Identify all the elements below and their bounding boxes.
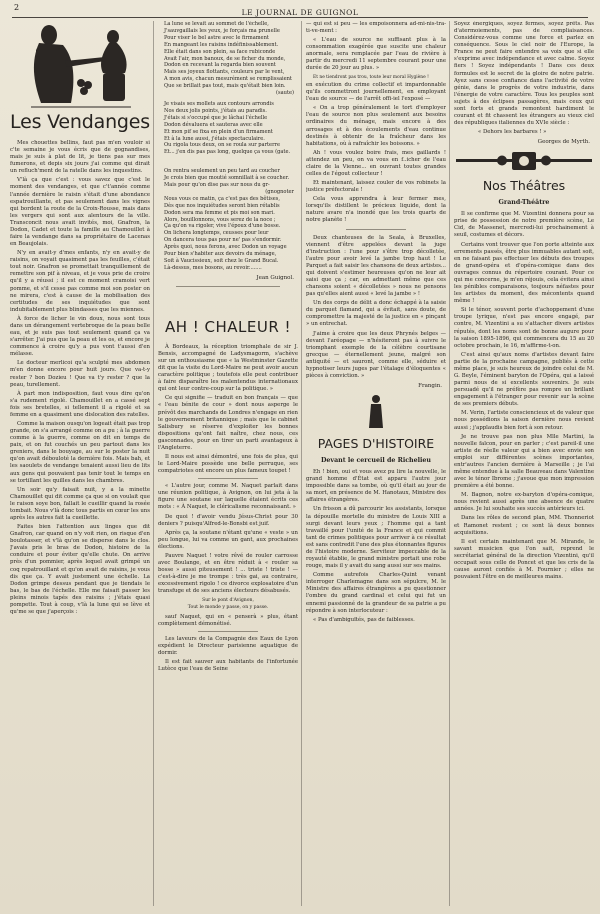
article-paragraph: V'là ça que c'est : vous savez que c'est le moment des vendanges, et que c't'année comme l'année dernière le raisin s'était d'une abondance espatrouillante, et pas seulement dans les vignes qui bordent la route de la Croix-Rousse, mais dans les vergers qui sont aux alentours de la ville. Transconcit nous avait invités, moi, Gnafron, la Dodon, Cadet et toute la famille au Chamouillet à faire la vendange dans sa propriétaire de Lacenas en Beaujolais. [10, 177, 150, 248]
poem-line: Et à la lune aussi, j'étais spectaculaire. [164, 135, 265, 142]
poem-line: Dodon en recevant la regarda bien souvent [164, 62, 276, 69]
article-paragraph: Un frisson a dû parcourir les assistants, lorsque la dépouille mortelle du ministre de Louis XIII a surgi devant leurs yeux ; l'homme qui a tant travaillé pour l'unité de la France et qui commit tant de crimes politiques pour arriver à ce résultat est sans contredit l'une des plus étonnantes figures de l'histoire moderne. Serviteur impeccable de la royauté établie, le grand ministre portait une robe rouge, mais il y avait du sang aussi sur ses mains. [306, 506, 446, 570]
article-paragraph: Et maintenant, laissez couler de vos robinets la justice préfectorale ! [306, 180, 446, 194]
poem-line: Dès que nos inquiétudes seront bien rétablis [164, 202, 280, 209]
poem-line: Nos deux jolis points, j'étais au paradis. [164, 107, 267, 114]
article-aside: Et ne tiendront pas trou, toute leur moral Hygiène ! [313, 74, 429, 80]
poem-line: Elle était dans son plein, sa face rubiconde [164, 48, 276, 55]
article-paragraph: Comme la maison ousqu'on logeait était pas trop grande, on s'a arrangé comme on a pu ; à la guerre comme à la guerre, comme on dit en temps de paix, et on fut couchés un peu partout dans les greniers, dans le bouyage, au sur le poster la nuit qu'on avait débouloté la dernière fois. Mais bah, et les saoulets de vendange tenaient aussi lieu de lits aux gens qui pouvaient pas tenir tout le temps en se tortillant les quilles dans les chambres. [10, 420, 150, 484]
poem-line: Avait l'air, mon banoux, de se ficher du monde, [164, 55, 286, 62]
article-paragraph: À Bordeaux, la réception triomphale de sir J. Bensis, accompagné de Ladysmagorm, s'achève sur un enthousiasme que « la Westminster Gazette dit que la visite du Lord-Maire ne peut avoir aucun caractère politique ; toutefois elle peut contribuer à faire disparaître les malentendus internationaux qui ont leur contre-coup sur la politique. » [158, 343, 298, 393]
page-header [12, 0, 588, 18]
poem-line: Dodon sera ma femme et pis moi son mari. [164, 209, 275, 216]
article-paragraph: sauf Naquet, qui en « penserà » plus, étant complètement démonétisé. [158, 613, 298, 627]
poem-line: Là-dessus, mes bosons, au revoir........ [164, 264, 262, 271]
column-2 [158, 21, 298, 906]
article-paragraph: Ce qui signifie — traduit en bon français — que « l'eau bénite de cour » dont nous asperge le prévôt des marchands de Londres n'engage en rien le gouvernement britannique ; mais que le cabinet Salisbury se réserve d'exploiter les bonnes dispositions qu'ont fait naître, chez nous, ces gasconnades, pour en tirer un parti avantageux à l'Angleterre. [158, 395, 298, 451]
section-title-pages-histoire: PAGES D'HISTOIRE [317, 436, 435, 452]
poem-line-continuation: (saute) [276, 90, 294, 97]
signature: Georges de Myrth. [537, 139, 590, 146]
article-paragraph: Mes chouettes bellins, faut pas m'en vouloir si c'te semaine je vous écris que de gognandises, mais je suis à plat de lit, je tiens pas sur mes fumerons, et depis six jours j'ai comme qui dirait un refluch'ment de la ratelle dans les inquestins. [10, 140, 150, 175]
column-rule [153, 21, 154, 906]
section-title-chaleur: AH ! CHALEUR ! [164, 317, 292, 336]
column-4 [454, 21, 594, 906]
article-paragraph: Pauvre Naquet ! votre rêvé de rouler carrosse avec Boulange, et en être réduit à « rouler sa bosse » aussi piteusement ! ... triste ! triste ! — c'est-à-dire je me trompe : très gai, au contraire, excessivement rigolo ! ce divorce explosatoire d'un transfuge et de ses anciens électeurs désabusés. [158, 552, 298, 595]
poem-line: J'étais si s'occupé que je lâchai l'échelle [164, 114, 268, 121]
poem-line: Mais pour qu'on dise pas sur nous du gr- [164, 182, 270, 189]
column-rule [301, 21, 302, 906]
article-paragraph: Un soir qu'y faisait nuit, y a la minette Chamouillet qui dit comme ça que si on voulait que le raison soye bon, fallait le cueillir quand la rosée tombait. Nous v'là donc tous partis en cœur les uns après les autres fait la cueillette. [10, 486, 150, 521]
article-paragraph: « On a trop généralement le tort d'employer l'eau de source non plus seulement aux besoins ordinaires du ménage, mais encore à des arrosages et à des écoulements d'eau continue destinés à obtenir de la fraîcheur dans les habitations, où à rafraîchir les boissons. » [306, 105, 446, 147]
article-paragraph: Il se confirme que M. Vizentini donnera pour sa prise de possession de notre première scène, Le Cid, de Massenet, mercredi-lui prochainement à seuil, costumes et décors. [454, 211, 594, 239]
article-paragraph: Certains vont trouver que l'on porte atteinte aux errements passés, être plus immuables autant soit, en ne faisant pas effectuer les débuts des troupes de grand-opéra et d'opéra-comique dans des ouvrages connus du répertoire courant. Pour ce qui me concerne, je m'en réjouis, cela évitera ainsi les pénibles comparaisons, toujours néfastes pour les artistes du moment, des mécontents quand même ! [454, 241, 594, 305]
section-title-vendanges: Les Vendanges [10, 111, 150, 133]
poem-line: Pour bien s'habiter aux devoirs du ménage, [164, 251, 277, 258]
poem-line: Que se brillait pas tout, mais qu'était bien loin. [164, 83, 286, 90]
song-quote: Sur le pont d'Avignon, Tout le monde y passe, on y passe. [187, 598, 269, 611]
article-paragraph: C'est ainsi qu'aux noms d'artistes devant faire partie de la prochaine campagne, publiés à cette même place, je suis heureux de joindre celui de M. G. Beyle, l'éminent baryton de l'Opéra, qui a laissé parmi nous de si excellents souvenirs. Je suis persuadé qu'il ne préfère pas rompre un brillant engagement à l'étranger pour revenir sur la scène de ses premiers débuts. [454, 351, 594, 408]
column-3 [306, 21, 446, 906]
poem-line: On dancera tous pas pour ne' pas s'endormir. [164, 237, 282, 244]
article-paragraph: À part mon indisposition, faut vous dire qu'on s'a rudement rigolé. Chamouillet en a cassé sept fois ses bretelles, si tellement il a rigolé et sa femme en a quasiment une dislocation des ratelles. [10, 390, 150, 418]
article-paragraph: Ah ! vous voulez boire frais, mes gaillards ! attendez un peu, on va vous en f..icher de l'eau claire de la Vienne... en ouvrant toutes grandes celles de l'égout collecteur ! [306, 149, 446, 177]
article-paragraph: Il est fait sauver aux habitants de l'infortunée Lutèce que l'eau de Seine [158, 658, 298, 673]
article-paragraph: Comme autrefois Charles-Quint venant interroger Charlemagne dans son sépulcre, M. le Ministre des affaires étrangères a pu questionner l'ombre du grand cardinal et celui qui fut un ennemi passionné de la grandeur de sa patrie a pu répondre à son interlocuteur : [306, 572, 446, 614]
column-1 [10, 21, 150, 906]
article-paragraph: « L'eau de source ne suffisant plus à la consommation exagérée que suscite une chaleur anormale, sera remplacée par l'eau de rivière à partir du mercredi 11 septembre courant pour une durée de 20 jour au plus. » [306, 37, 446, 72]
poem-stanza [158, 21, 298, 97]
article-paragraph: M. Verin, l'artiste consciencieux et de valeur que nous possédions la saison dernière nous revient aussi ; j'applaudis bien fort à son retour. [454, 410, 594, 431]
poem-line: En mangeant les raisins indéfinissablement. [164, 41, 279, 48]
article-paragraph: « Pas d'ambiguïtés, pas de faiblesses. [313, 616, 415, 623]
poem-line: Et... j'en dis pas pas long, quelque ça vous (gate. [164, 149, 291, 156]
poem-line-continuation: (gnognoter [265, 188, 294, 195]
poem-line: Mais ses joyeux flottants, couleurs par le vent, [164, 69, 285, 76]
article-paragraph: Eh ! bien, oui et vous avez pu lire la nouvelle, le grand homme d'État est apparu l'autre jour impossible dans sa tombe, où qu'il était au jour de sa mort, en présence de M. Hanotaux, Ministre des affaires étrangères. [306, 469, 446, 504]
article-paragraph: N'y en avait-y d'mes enfants, n'y en avait-y de raisins, on voyait quasiment pas les feuilles, c'était tout noir. Gnafron se promettait tranquillement de remettre son pif à niveau, et je vous prie de croire qu'il y a réussi ; il est ce moment cramoisi vert pomme, et s'il cesse pas comme moi son poster on ne mirera, c'est à cause de la mobilisation des certitudes de ses inquiétudes que sont indubitablement plus blindasses que les miennes. [10, 250, 150, 313]
poem-stanza [158, 168, 298, 272]
poem-line: On lichera longtemps, ceusses pour leur [164, 230, 269, 237]
poem-line: Alors, bouillonnons, vous serez de la noce ; [164, 216, 276, 223]
newspaper-title: LE JOURNAL DE GUIGNOL [241, 8, 359, 17]
article-paragraph: Si le ténor, souvent porte d'achoppement d'une troupe lyrique, n'est pas encore engagé, par contre, M. Vizentini a su s'attacher divers artistes réputés, dont les noms sont de bonne augure pour la saison 1895-1896, qui commencera du 15 au 20 octobre prochain, le 16, m'affirme-t-on. [454, 307, 594, 349]
poem-stanza [158, 101, 298, 156]
article-paragraph: Deux chanteuses de la Seala, à Bruxelles, viennent d'être appelées devant la juge d'instruction : l'une pour s'être trop décolletée, l'autre pour avoir levé la jambe trop haut ! Le Parquet a fait saisir les chansons de deux artistes... qui doivent s'estimer heureuses qu'on ne leur ait saisi que ça ; car, en admettant même que ces chansons soient « décolletées » nous ne pensons pas qu'elles aient aussi « levé la jambe » ! [306, 234, 446, 298]
article-paragraph: Le docteur merlicoi qu'a sculpté mes abdomen m'en donne encore pour huit jours. Que va-t-y rester ? bon Dozieu ! Que va t'y rester ? que la peau, turellement. [10, 360, 150, 388]
section-title-theatres: Nos Théâtres [482, 178, 566, 194]
article-paragraph: en exécution du crime collectif et impardonnable qu'ils commettront journellement, en employant l'eau de source — de l'arrêt offi-iel l'exposé — [306, 82, 446, 103]
ornamental-vignette-icon [456, 150, 592, 172]
section-subtitle: Devant le cercueil de Richelieu [320, 457, 432, 465]
article-paragraph: Les laveurs de la Compagnie des Eaux de Lyon expédient le Directeur parisienne aquatique de dormir. [158, 635, 298, 656]
signature: Frangin. [418, 383, 442, 390]
section-divider [198, 631, 258, 632]
article-paragraph: Il est certain maintenant que M. Mirande, le savant musicien que l'on sait, reprend le secrétariat général de la direction Vizentini, qu'il occupait sous celle de Poncet et que les cris de la cause auront confiés à M. Fournier ; elles ne pouvaient l'être en de meilleures mains. [454, 538, 594, 581]
cardinal-figure-icon [366, 394, 386, 430]
article-paragraph: « L'autre jour, comme M. Naquet parlait dans une réunion politique, à Avignon, on lui jeta à la figure une soutane sur laquelle étaient écrits ces mots : « À Naquet, le cléricalisme reconnaissant. » [158, 483, 298, 511]
section-divider [198, 478, 258, 479]
poem-line: Ou rigola tous deux, on se roula sur parterre [164, 142, 280, 149]
poem-line: La lune se levait au sommet de l'échelle, [164, 21, 269, 27]
article-paragraph: Faites bien l'attention aux linges que dit Gnafron, car quand on n'y voit rien, on risque d'en boulotasser, et v'là qu'on se disperse dans le clos. J'avais pris le bras de Dodon, histoire de la conduire et pour éviter qu'elle chute. On arrive près d'un pommier, après lequel avait grimpé un coq repatrouillant et qu'on avait de raisins, je vous dis que ça. Y avait justement une échelle. La Dodon grimpe dessus pendant que je tiendais le bas, le bas de l'échelle. Elle me faisait passer les pleins minois tapés des raisins ; j'étais quasi pompette. Tout à coup, v'là la lune qui se lève et qu'me se que j'aperçois : [10, 524, 150, 615]
guignol-vintner-illustration-icon [21, 21, 139, 109]
article-paragraph: Il nous est ainsi démontré, une fois de plus, qui le Lord-Maire possède une belle perruque, ses compatriotes ont encore un plus fameux toupet ! [158, 453, 298, 475]
article-paragraph: De quoi ! d'avoir vendu Jésus-Christ pour 30 deniers ? puisqu'Alfred-le-Bonsbi est juif. [158, 513, 298, 527]
poem-line: Dodon dévaluera et sauteras avec elle [164, 121, 263, 128]
poem-line: Et mon pif se fixa en plein d'un firmament [164, 128, 273, 135]
article-paragraph: Après ça, la soutane n'étant qu'une « veste » un peu longue, lui va comme un gant, aux prochaines élections. [158, 529, 298, 550]
article-paragraph: Un des corps de délit a donc échappé à la saisie du parquet flamand, qui a évitait, sans doute, de compromettre la majesté de la justice en « pinçant » un entrechat. [306, 300, 446, 328]
poem-line: A mon avis, chacun mesurément se remplissaient [164, 76, 292, 83]
poem-line: On rentra seulement un peu tard au coucher [164, 168, 280, 175]
article-paragraph: « Dehors les barbares ! » [478, 129, 547, 136]
page-number: 2 [14, 3, 20, 12]
poem-line: Soit à Vaucissieux, soit chez le Grand Bucal. [164, 258, 279, 264]
article-paragraph: M. Bagnon, notre ex-baryton d'opéra-comique, nous revient aussi après une absence de quatre années. Je lui souhaite ses succès antérieurs ici. [454, 492, 594, 513]
section-divider [346, 229, 406, 230]
poem-line: J'sauvgaillais les yeux, je forçais ma prunelle [164, 27, 280, 34]
article-paragraph: Je ne trouve pas non plus Mlle Martini, la nouvelle falcon, pour en parler ; c'est pareil-il une artiste de réelle valeur qui a bien avec envie son emploi sur différentes scènes importantes, entr'autres l'ancien dernière à Marseille ; je l'ai même entendue à la salle Beauveau dans Valentine avec le ténor Ibrome ; j'avoue que mon impression première a été bonne. [454, 433, 594, 490]
poem-line: Après quoi, nous ferons, avec Dodon un voyage [164, 244, 287, 251]
poem-line: Nous vous ce matin, ça c'est pas des bêtises, [164, 195, 280, 202]
article-paragraph: J'aime à croire que les deux Phrynés belges — devant l'aréopage — n'hésiteront pas à suivre le triomphant exemple de la célèbre courtisane grecque — éternellement jeune, malgré son antiquité — et sauront, comme elle, séduire et hypnotiser leurs juges par l'étalage d'éloquentes « pièces à conviction. » [306, 330, 446, 380]
poem-line: Pour viser le bel astre avec le firmament [164, 34, 269, 41]
article-paragraph: À force de licher le vin doux, nous sont tous dans un dérangement vertebroque de la peau belle eau, et je suis pas tout seulement quand ça va s'arrêter. J'ai pus que la peau et les os, et encore je commence à croire qu'y a pus vont t'aussi d'en mélasse. [10, 315, 150, 358]
article-paragraph: Dans les rôles de second plan, MM. Thonneriot et Ramonet restent ; ce sont là deux bonnes acquisitions. [454, 515, 594, 536]
poem-line: Ça qu'on va rigoler, vive l'époux d'une bosse. [164, 223, 281, 230]
article-paragraph: Cela vous apprendra à leur fermer mes, lorsqu'ils distillent le précieux liquide, dont la nature avare n'a inondé que les trois quarts de notre planète ! [306, 196, 446, 224]
poem-line: Je crois bien que moutié somnillait à se coucher. [164, 175, 290, 182]
column-rule [449, 21, 450, 906]
signature: Jean Guignol. [256, 274, 294, 281]
article-paragraph: — qui est si peu — les empoisonnera ad-mi-nis-tra-ti-ve-ment : [306, 21, 446, 35]
article-paragraph: Soyez énergiques, soyez fermes, soyez prêts. Pas d'atermoiements, pas de compliaisances. Considérez-vous comme une force et parlez en conséquence. Sous le ciel noir de l'Europe, la France ne peut faire entendre sa voix que si elle s'exprime avec indépendance et avec calme. Soyez fiers ! Soyez indépendants ! Dans ces deux formules est le secret de la gloire de notre patrie. Ayez sans cesse confiance dans l'activité de votre génie, dans le progrès de votre industrie, dans l'énergie de votre caractère. Tous les peuples sont sujets à des éclipses passagères, mais ceux qui sont forts et grands remontent hardiment le courant et fit chassent les étrangers au vieux ciel des républiques italiennes du XVIe siècle : [454, 21, 594, 127]
section-subtitle: Grand-Théâtre [498, 199, 550, 207]
poem-line: Je visais ses mollets aux contours arrondis [164, 100, 274, 107]
section-divider [176, 286, 280, 287]
